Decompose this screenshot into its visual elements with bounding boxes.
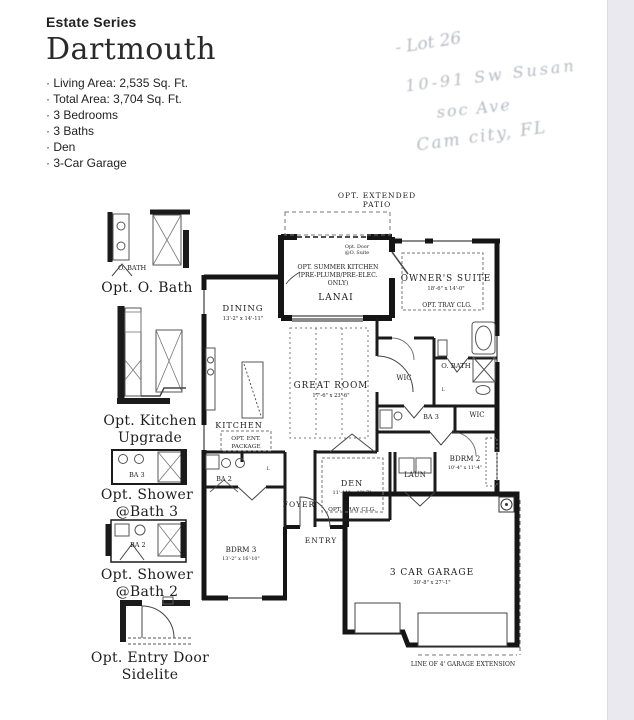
garage-extension-label: LINE OF 4' GARAGE EXTENSION: [410, 661, 516, 668]
dining-dim: 13'-2" x 14'-11": [222, 316, 264, 322]
opt-door-suite-label: Opt. Door: [345, 245, 369, 250]
entry-label: ENTRY: [304, 536, 338, 545]
opt-extended-patio-label: OPT. EXTENDED: [337, 191, 417, 200]
bdrm3-dim: 13'-2" x 16'-10": [222, 557, 260, 562]
garage-dim: 30'-8" x 27'-1": [413, 580, 451, 586]
owner-tray-clg-label: OPT. TRAY CLG.: [422, 302, 472, 309]
owners-suite-dim: 18'-6" x 14'-0": [427, 286, 465, 292]
opt-ent-package-label: OPT. ENT.: [231, 436, 261, 442]
opt-shower-bath3-diagram: [112, 450, 186, 484]
scan-edge: [607, 0, 634, 720]
opt-entry-door-caption: Opt. Entry Door: [90, 650, 210, 666]
spec-garage: · 3-Car Garage: [46, 156, 127, 170]
opt-shower2-caption: Opt. Shower: [100, 567, 194, 583]
den-dim: 11'-11" x 12'-7": [332, 490, 372, 496]
dining-label: DINING: [222, 304, 264, 314]
den-label: DEN: [340, 479, 364, 488]
handwritten-line: - Lot 26: [393, 28, 463, 59]
ba2-small-label: BA 2: [130, 541, 146, 549]
ba3-small-label: BA 3: [129, 471, 145, 479]
opt-door-suite-label2: @O. Suite: [344, 251, 370, 256]
spec-living-area: · Living Area: 2,535 Sq. Ft.: [46, 76, 189, 90]
garage-doors: [355, 603, 507, 646]
water-heater-icon: [499, 497, 514, 512]
series-title: Estate Series: [46, 14, 137, 30]
o-bath-small-label: O. BATH: [118, 264, 147, 272]
opt-shower3-caption2: @Bath 3: [115, 504, 179, 520]
o-bath-label: O. BATH: [441, 362, 471, 370]
spec-den: · Den: [46, 140, 76, 154]
opt-kitchen-upgrade-diagram: [117, 306, 186, 401]
linen-label: L: [441, 388, 445, 393]
bdrm2-label: BDRM 2: [449, 454, 481, 463]
handwritten-line: 10-91 Sw Susan: [404, 55, 578, 96]
spec-baths: · 3 Baths: [46, 124, 95, 138]
garage-label: 3 CAR GARAGE: [389, 568, 475, 578]
handwritten-line: Cam city, FL: [415, 117, 549, 156]
opt-shower-bath2-diagram: [108, 520, 186, 562]
summer-kitchen-label2: (PRE-PLUMB/PRE-ELEC.: [298, 272, 378, 279]
opt-kitchen-caption: Opt. Kitchen: [103, 413, 197, 429]
kitchen-label: KITCHEN: [215, 421, 263, 430]
summer-kitchen-label: OPT. SUMMER KITCHEN: [297, 264, 379, 271]
wic2-label: WIC: [469, 411, 485, 419]
spec-total-area: · Total Area: 3,704 Sq. Ft.: [46, 92, 182, 106]
opt-o-bath-caption: Opt. O. Bath: [101, 280, 193, 296]
wic-owner-label: WIC: [396, 374, 412, 382]
ba3-label: BA 3: [423, 413, 439, 421]
opt-ent-package-label2: PACKAGE: [231, 444, 261, 450]
summer-kitchen-label3: ONLY): [327, 280, 349, 287]
opt-kitchen-caption2: Upgrade: [117, 430, 183, 446]
lanai-label: LANAI: [318, 293, 354, 303]
bdrm3-label: BDRM 3: [225, 545, 257, 554]
laundry-label: LAUN: [404, 471, 426, 479]
linen-label-2: L: [266, 467, 270, 472]
opt-entry-door-caption2: Sidelite: [121, 667, 179, 683]
fixtures: [206, 322, 495, 473]
opt-shower3-caption: Opt. Shower: [100, 487, 194, 503]
owners-suite-label: OWNER'S SUITE: [400, 274, 492, 284]
den-tray-clg-label: OPT. TRAY CLG.: [328, 507, 376, 513]
foyer-label: FOYER: [282, 500, 316, 509]
great-room-dim: 17'-6" x 23'-6": [312, 393, 350, 399]
opt-entry-door-diagram: [120, 597, 192, 644]
opt-extended-patio-label2: PATIO: [362, 200, 392, 209]
handwritten-line: soc Ave: [435, 95, 513, 122]
great-room-label: GREAT ROOM: [293, 381, 369, 391]
spec-bedrooms: · 3 Bedrooms: [46, 108, 119, 122]
bdrm2-dim: 10'-4" x 11'-4": [447, 466, 483, 471]
model-title: Dartmouth: [46, 32, 217, 67]
ba2-label: BA 2: [216, 475, 232, 483]
opt-shower2-caption2: @Bath 2: [115, 584, 179, 600]
